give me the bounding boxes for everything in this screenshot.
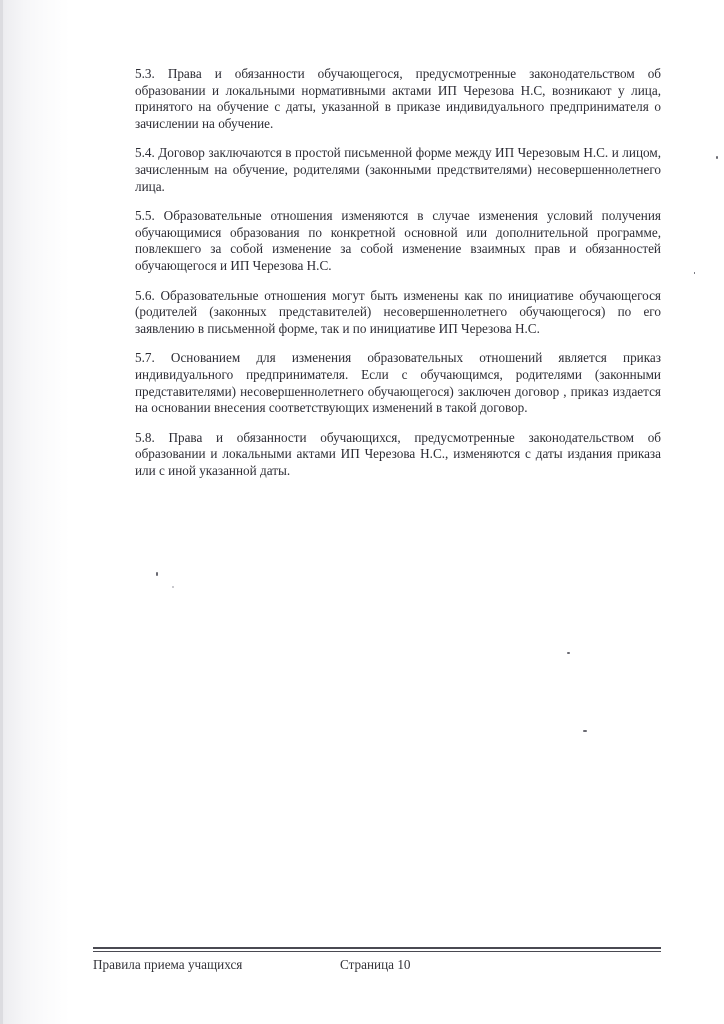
scan-speck [156, 572, 158, 576]
paragraph-5-5: 5.5. Образовательные отношения изменяются в случае изменения условий получения обучающимися образования по конкретной основной или дополнительной программе, повлекшего за собой изменение за собой изменение взаимных прав и обязанностей обучающегося и ИП Черезова Н.С. [135, 208, 661, 273]
paragraph-5-8: 5.8. Права и обязанности обучающихся, предусмотренные законодательством об образовании и локальными актами ИП Черезова Н.С., изменяются с даты издания приказа или с иной указанной даты. [135, 429, 661, 478]
footer-document-title: Правила приема учащихся [93, 957, 243, 972]
paragraph-5-7: 5.7. Основанием для изменения образовательных отношений является приказ индивидуального предпринимателя. Если с обучающимся, родителями (законными представителями) несовершеннолетнего обучающегося) заключен договор , приказ издается на основании внесения соответствующих изменений в такой договор. [135, 350, 661, 416]
scan-speck [583, 730, 587, 732]
scan-left-edge [0, 0, 3, 1024]
scan-speck [172, 586, 174, 588]
footer-rule-thin [93, 951, 661, 952]
scan-speck [694, 272, 695, 274]
paragraph-5-4: 5.4. Договор заключаются в простой письменной форме между ИП Черезовым Н.С. и лицом, зачисленным на обучение, родителями (законными предствителями) несовершеннолетнего лица. [135, 145, 661, 194]
paragraph-5-6: 5.6. Образовательные отношения могут быть изменены как по инициативе обучающегося (родителей (законных представителей) несовершеннолетнего обучающегося) по его заявлению в письменной форме, так и по инициативе ИП Черезова Н.С. [135, 287, 661, 336]
document-body [135, 66, 661, 492]
scan-speck [716, 156, 718, 159]
paragraph-5-3: 5.3. Права и обязанности обучающегося, предусмотренные законодательством об образовании и локальными нормативными актами ИП Черезова Н.С, возникают у лица, принятого на обучение с даты, указанной в приказе индивидуального предпринимателя о зачислении на обучение. [135, 66, 661, 131]
scan-speck [567, 652, 570, 654]
footer-page-number: Страница 10 [340, 957, 411, 972]
footer-rule-thick [93, 947, 661, 949]
